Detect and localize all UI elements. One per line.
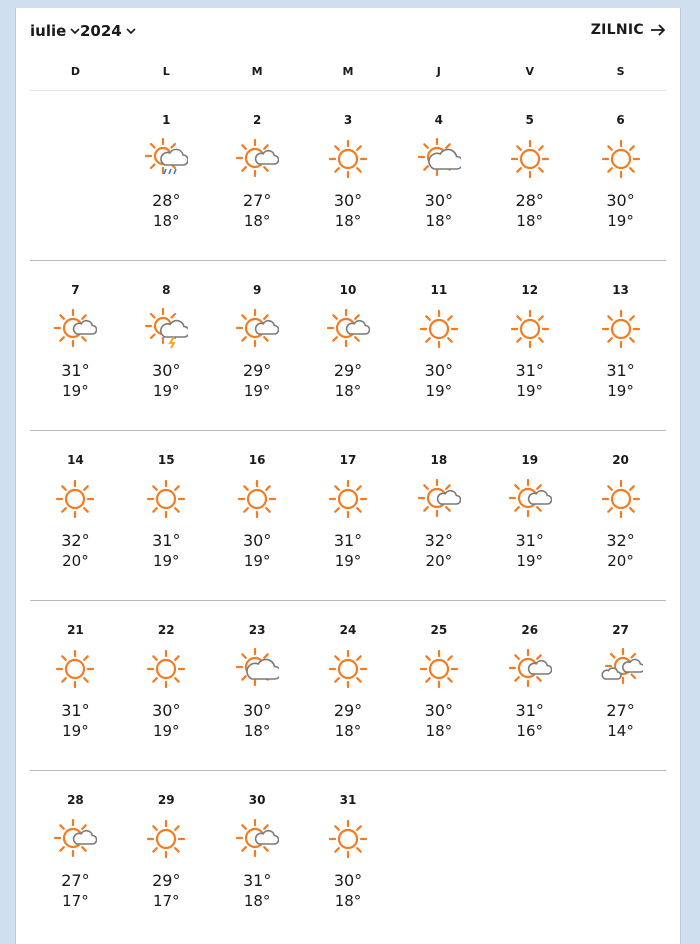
max-temperature: 30° (424, 191, 454, 210)
max-temperature: 27° (242, 191, 272, 210)
min-temperature: 19° (152, 382, 180, 400)
min-temperature: 19° (62, 382, 89, 400)
day-number: 14 (67, 453, 84, 467)
min-temperature: 16° (516, 722, 543, 740)
day-cell[interactable] (30, 771, 121, 941)
min-temperature: 19° (152, 552, 180, 570)
min-temperature: 19° (425, 382, 453, 400)
day-number: 7 (71, 283, 80, 297)
sun-cloud-icon (235, 307, 279, 351)
max-temperature: 27° (606, 701, 635, 720)
day-number: 3 (343, 113, 353, 127)
min-temperature: 18° (243, 212, 271, 230)
max-temperature: 28° (515, 191, 544, 210)
day-number: 19 (521, 453, 539, 467)
day-number: 18 (430, 453, 448, 467)
weekday-label: V (525, 65, 534, 78)
max-temperature: 30° (242, 531, 272, 550)
min-temperature: 20° (425, 552, 453, 570)
sun-icon (144, 647, 188, 691)
day-cell[interactable] (121, 431, 212, 600)
max-temperature: 30° (606, 191, 635, 210)
weekday-label: M (342, 65, 354, 78)
day-cell[interactable] (121, 601, 212, 770)
max-temperature: 29° (152, 871, 181, 890)
year-selector[interactable] (80, 22, 137, 40)
sun-cloud-icon (417, 477, 461, 521)
max-temperature: 32° (606, 531, 635, 550)
calendar-week-row (30, 91, 666, 261)
partly-cloudy-icon (417, 137, 461, 181)
weekday-label: S (616, 65, 625, 78)
day-cell[interactable] (212, 601, 303, 770)
empty-day-cell (575, 771, 666, 941)
calendar-grid (30, 91, 666, 941)
max-temperature: 31° (515, 361, 544, 380)
max-temperature: 31° (606, 361, 635, 380)
day-number: 12 (521, 283, 539, 297)
min-temperature: 17° (62, 892, 89, 910)
day-cell[interactable] (575, 431, 666, 600)
sun-icon (235, 477, 279, 521)
day-number: 10 (339, 283, 357, 297)
min-temperature: 18° (425, 212, 453, 230)
max-temperature: 30° (242, 701, 272, 720)
calendar-week-row (30, 771, 666, 941)
month-label: iulie (30, 22, 67, 40)
min-temperature: 18° (425, 722, 453, 740)
min-temperature: 18° (243, 722, 271, 740)
day-cell[interactable] (303, 601, 394, 770)
max-temperature: 32° (424, 531, 454, 550)
max-temperature: 31° (515, 701, 544, 720)
max-temperature: 31° (61, 701, 90, 720)
year-label: 2024 (80, 22, 122, 40)
daily-view-link[interactable] (591, 22, 666, 38)
day-number: 4 (434, 113, 444, 127)
sun-cloud-icon (508, 477, 552, 521)
day-number: 31 (339, 793, 357, 807)
min-temperature: 19° (334, 552, 362, 570)
day-cell[interactable] (393, 431, 484, 600)
day-cell[interactable] (393, 91, 484, 260)
day-cell[interactable] (575, 261, 666, 430)
day-cell[interactable] (212, 91, 303, 260)
day-cell[interactable] (484, 91, 575, 260)
max-temperature: 32° (61, 531, 90, 550)
min-temperature: 18° (516, 212, 543, 230)
day-cell[interactable] (303, 431, 394, 600)
day-number: 21 (67, 623, 84, 637)
partly-cloudy-icon (235, 647, 279, 691)
weekday-label: D (70, 65, 80, 78)
empty-day-cell (30, 91, 121, 260)
min-temperature: 18° (243, 892, 271, 910)
max-temperature: 30° (424, 701, 454, 720)
sun-icon (508, 307, 552, 351)
day-cell[interactable] (303, 771, 394, 941)
day-number: 27 (612, 623, 629, 637)
min-temperature: 19° (607, 212, 634, 230)
min-temperature: 19° (516, 552, 543, 570)
max-temperature: 31° (152, 531, 181, 550)
sun-icon (599, 307, 643, 351)
day-cell[interactable] (575, 601, 666, 770)
sun-icon (53, 647, 97, 691)
empty-day-cell (484, 771, 575, 941)
sun-cloud-icon (53, 817, 97, 861)
sun-cloud-rain-icon (144, 137, 188, 181)
max-temperature: 30° (152, 361, 181, 380)
sun-cloud-icon (508, 647, 552, 691)
day-number: 5 (525, 113, 534, 127)
day-cell[interactable] (30, 601, 121, 770)
day-number: 13 (612, 283, 629, 297)
day-number: 17 (339, 453, 357, 467)
min-temperature: 17° (152, 892, 180, 910)
max-temperature: 30° (424, 361, 454, 380)
day-number: 16 (248, 453, 266, 467)
day-cell[interactable] (121, 91, 212, 260)
min-temperature: 19° (607, 382, 634, 400)
day-cell[interactable] (393, 261, 484, 430)
sun-icon (326, 477, 370, 521)
chevron-down-icon (125, 25, 137, 37)
weekday-label: L (162, 65, 170, 78)
day-cell[interactable] (484, 601, 575, 770)
max-temperature: 31° (242, 871, 272, 890)
day-number: 8 (162, 283, 171, 297)
day-cell[interactable] (484, 261, 575, 430)
calendar-week-row (30, 261, 666, 431)
weekday-label: J (436, 65, 441, 78)
min-temperature: 18° (152, 212, 180, 230)
weekday-header-row (30, 54, 666, 91)
sun-cloud-icon (235, 137, 279, 181)
min-temperature: 18° (334, 212, 362, 230)
day-number: 11 (430, 283, 448, 297)
sun-icon (144, 817, 188, 861)
max-temperature: 27° (61, 871, 90, 890)
calendar-week-row (30, 431, 666, 601)
day-cell[interactable] (303, 261, 394, 430)
sun-cloud-icon (53, 307, 97, 351)
min-temperature: 20° (62, 552, 89, 570)
sun-icon (144, 477, 188, 521)
day-number: 9 (252, 283, 262, 297)
day-cell[interactable] (303, 91, 394, 260)
min-temperature: 19° (516, 382, 543, 400)
max-temperature: 29° (242, 361, 272, 380)
max-temperature: 30° (333, 191, 363, 210)
day-cell[interactable] (121, 261, 212, 430)
sun-two-clouds-icon (599, 647, 643, 691)
arrow-right-icon (650, 23, 666, 37)
min-temperature: 14° (607, 722, 634, 740)
day-number: 28 (67, 793, 84, 807)
min-temperature: 18° (334, 722, 362, 740)
max-temperature: 31° (515, 531, 544, 550)
day-number: 29 (157, 793, 175, 807)
max-temperature: 30° (152, 701, 181, 720)
day-number: 24 (339, 623, 357, 637)
day-cell[interactable] (212, 431, 303, 600)
day-cell[interactable] (393, 601, 484, 770)
day-cell[interactable] (212, 771, 303, 941)
max-temperature: 31° (61, 361, 90, 380)
daily-view-label: ZILNIC (590, 22, 644, 38)
sun-icon (326, 647, 370, 691)
min-temperature: 19° (243, 382, 271, 400)
sun-icon (417, 307, 461, 351)
day-number: 6 (616, 113, 625, 127)
sun-cloud-thunder-icon (144, 307, 188, 351)
day-number: 1 (162, 113, 171, 127)
max-temperature: 29° (333, 361, 363, 380)
weekday-label: M (251, 65, 263, 78)
day-number: 23 (248, 623, 266, 637)
min-temperature: 19° (62, 722, 89, 740)
day-cell[interactable] (30, 431, 121, 600)
day-number: 22 (157, 623, 175, 637)
sun-icon (326, 817, 370, 861)
min-temperature: 18° (334, 892, 362, 910)
sun-cloud-icon (235, 817, 279, 861)
weather-calendar-card (15, 8, 681, 944)
day-number: 15 (157, 453, 175, 467)
sun-icon (326, 137, 370, 181)
max-temperature: 30° (333, 871, 363, 890)
day-number: 2 (252, 113, 262, 127)
calendar-week-row (30, 601, 666, 771)
month-selector[interactable] (30, 22, 81, 40)
min-temperature: 18° (334, 382, 362, 400)
sun-cloud-icon (326, 307, 370, 351)
day-cell[interactable] (484, 431, 575, 600)
max-temperature: 28° (152, 191, 181, 210)
day-cell[interactable] (212, 261, 303, 430)
max-temperature: 31° (333, 531, 363, 550)
day-number: 20 (612, 453, 629, 467)
day-cell[interactable] (30, 261, 121, 430)
max-temperature: 29° (333, 701, 363, 720)
sun-icon (53, 477, 97, 521)
sun-icon (599, 137, 643, 181)
min-temperature: 20° (607, 552, 634, 570)
min-temperature: 19° (152, 722, 180, 740)
calendar-header (16, 8, 680, 54)
sun-icon (508, 137, 552, 181)
sun-icon (599, 477, 643, 521)
empty-day-cell (393, 771, 484, 941)
day-cell[interactable] (121, 771, 212, 941)
day-number: 25 (430, 623, 448, 637)
day-number: 30 (248, 793, 266, 807)
min-temperature: 19° (243, 552, 271, 570)
day-number: 26 (521, 623, 539, 637)
sun-icon (417, 647, 461, 691)
day-cell[interactable] (575, 91, 666, 260)
